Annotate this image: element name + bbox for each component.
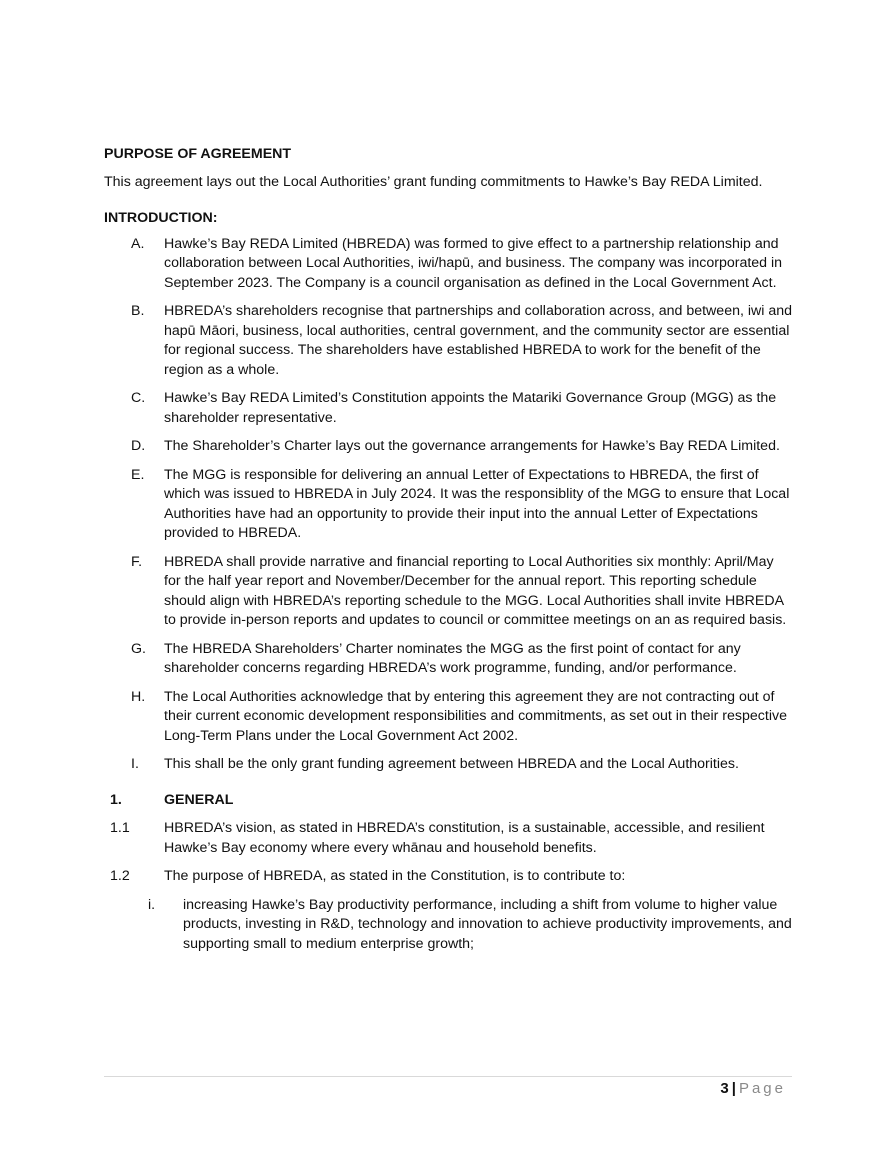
page-separator: | [731, 1080, 736, 1097]
page-number: 3 [720, 1080, 729, 1097]
list-item-text: increasing Hawke’s Bay productivity performance, including a shift from volume to higher value products, investing in R&D, technology and innovation to achieve productivity improvements, and supporting small to medium enterprise growth; [183, 896, 792, 952]
clause-1-2 [104, 867, 794, 887]
document-body [104, 145, 794, 963]
list-marker: F. [131, 553, 143, 570]
clause-text: The purpose of HBREDA, as stated in the Constitution, is to contribute to: [164, 868, 626, 884]
introduction-item-i [104, 755, 794, 775]
footer-divider [104, 1076, 792, 1077]
introduction-list [104, 235, 794, 775]
list-item-text: The Shareholder’s Charter lays out the governance arrangements for Hawke’s Bay REDA Limited. [164, 438, 780, 454]
introduction-item-f [104, 553, 794, 631]
clause-1-2-item-i [104, 896, 794, 955]
list-item-text: Hawke’s Bay REDA Limited (HBREDA) was formed to give effect to a partnership relationship and collaboration between Local Authorities, iwi/hapū, and business. The company was incorporated in September 2023. The Company is a council organisation as defined in the Local Government Act. [164, 235, 783, 291]
page-label: Page [738, 1080, 786, 1097]
list-marker: A. [131, 235, 145, 252]
introduction-item-h [104, 688, 794, 747]
list-item-text: Hawke’s Bay REDA Limited’s Constitution appoints the Matariki Governance Group (MGG) as the shareholder representative. [164, 390, 777, 426]
list-marker: i. [148, 896, 156, 913]
introduction-heading: INTRODUCTION: [104, 210, 218, 226]
list-item-text: The HBREDA Shareholders’ Charter nominates the MGG as the first point of contact for any shareholder concerns regarding HBREDA’s work programme, funding, and/or performance. [164, 640, 741, 676]
introduction-item-e [104, 466, 794, 544]
list-marker: B. [131, 303, 145, 319]
introduction-item-a [104, 235, 794, 294]
introduction-item-c [104, 389, 794, 428]
list-marker: G. [131, 640, 146, 657]
list-marker: D. [131, 438, 146, 454]
page-footer [720, 1079, 786, 1099]
section-title: GENERAL [164, 791, 234, 808]
section-general-heading [104, 791, 794, 811]
introduction-item-g [104, 640, 794, 679]
list-item-text: HBREDA shall provide narrative and financial reporting to Local Authorities six monthly: April/May for the half year report and November/December for the annual report. This reporting schedule should align with HBREDA’s reporting schedule to the MGG. Local Authorities shall invite HBREDA to provide in-person reports and updates to council or committee meetings on an as required basis. [164, 553, 787, 628]
list-item-text: This shall be the only grant funding agreement between HBREDA and the Local Authorities. [164, 756, 739, 772]
section-number: 1. [110, 791, 122, 808]
clause-number: 1.1 [110, 820, 130, 836]
purpose-text: This agreement lays out the Local Authorities’ grant funding commitments to Hawke’s Bay REDA Limited. [104, 173, 763, 190]
list-marker: H. [131, 688, 146, 705]
purpose-heading: PURPOSE OF AGREEMENT [104, 146, 292, 162]
clause-number: 1.2 [110, 868, 130, 884]
clause-1-1 [104, 819, 794, 858]
list-item-text: The Local Authorities acknowledge that by entering this agreement they are not contracting out of their current economic development responsibilities and commitments, as set out in their respective Long-Term Plans under the Local Government Act 2002. [164, 688, 787, 744]
list-item-text: The MGG is responsible for delivering an annual Letter of Expectations to HBREDA, the first of which was issued to HBREDA in July 2024. It was the responsiblity of the MGG to ensure that Local Authorities have had an opportunity to provide their input into the annual Letter of Expectations provided to HBREDA. [164, 466, 790, 541]
list-marker: C. [131, 390, 146, 406]
list-marker: I. [131, 756, 139, 772]
clause-text: HBREDA’s vision, as stated in HBREDA’s constitution, is a sustainable, accessible, and resilient Hawke’s Bay economy where every whānau and household benefits. [164, 820, 765, 856]
list-marker: E. [131, 466, 145, 483]
list-item-text: HBREDA’s shareholders recognise that partnerships and collaboration across, and between, iwi and hapū Māori, business, local authorities, central government, and the community sector are essential for regional success. The shareholders have established HBREDA to work for the benefit of the region as a whole. [164, 303, 793, 378]
introduction-item-b [104, 302, 794, 380]
introduction-item-d [104, 437, 794, 457]
